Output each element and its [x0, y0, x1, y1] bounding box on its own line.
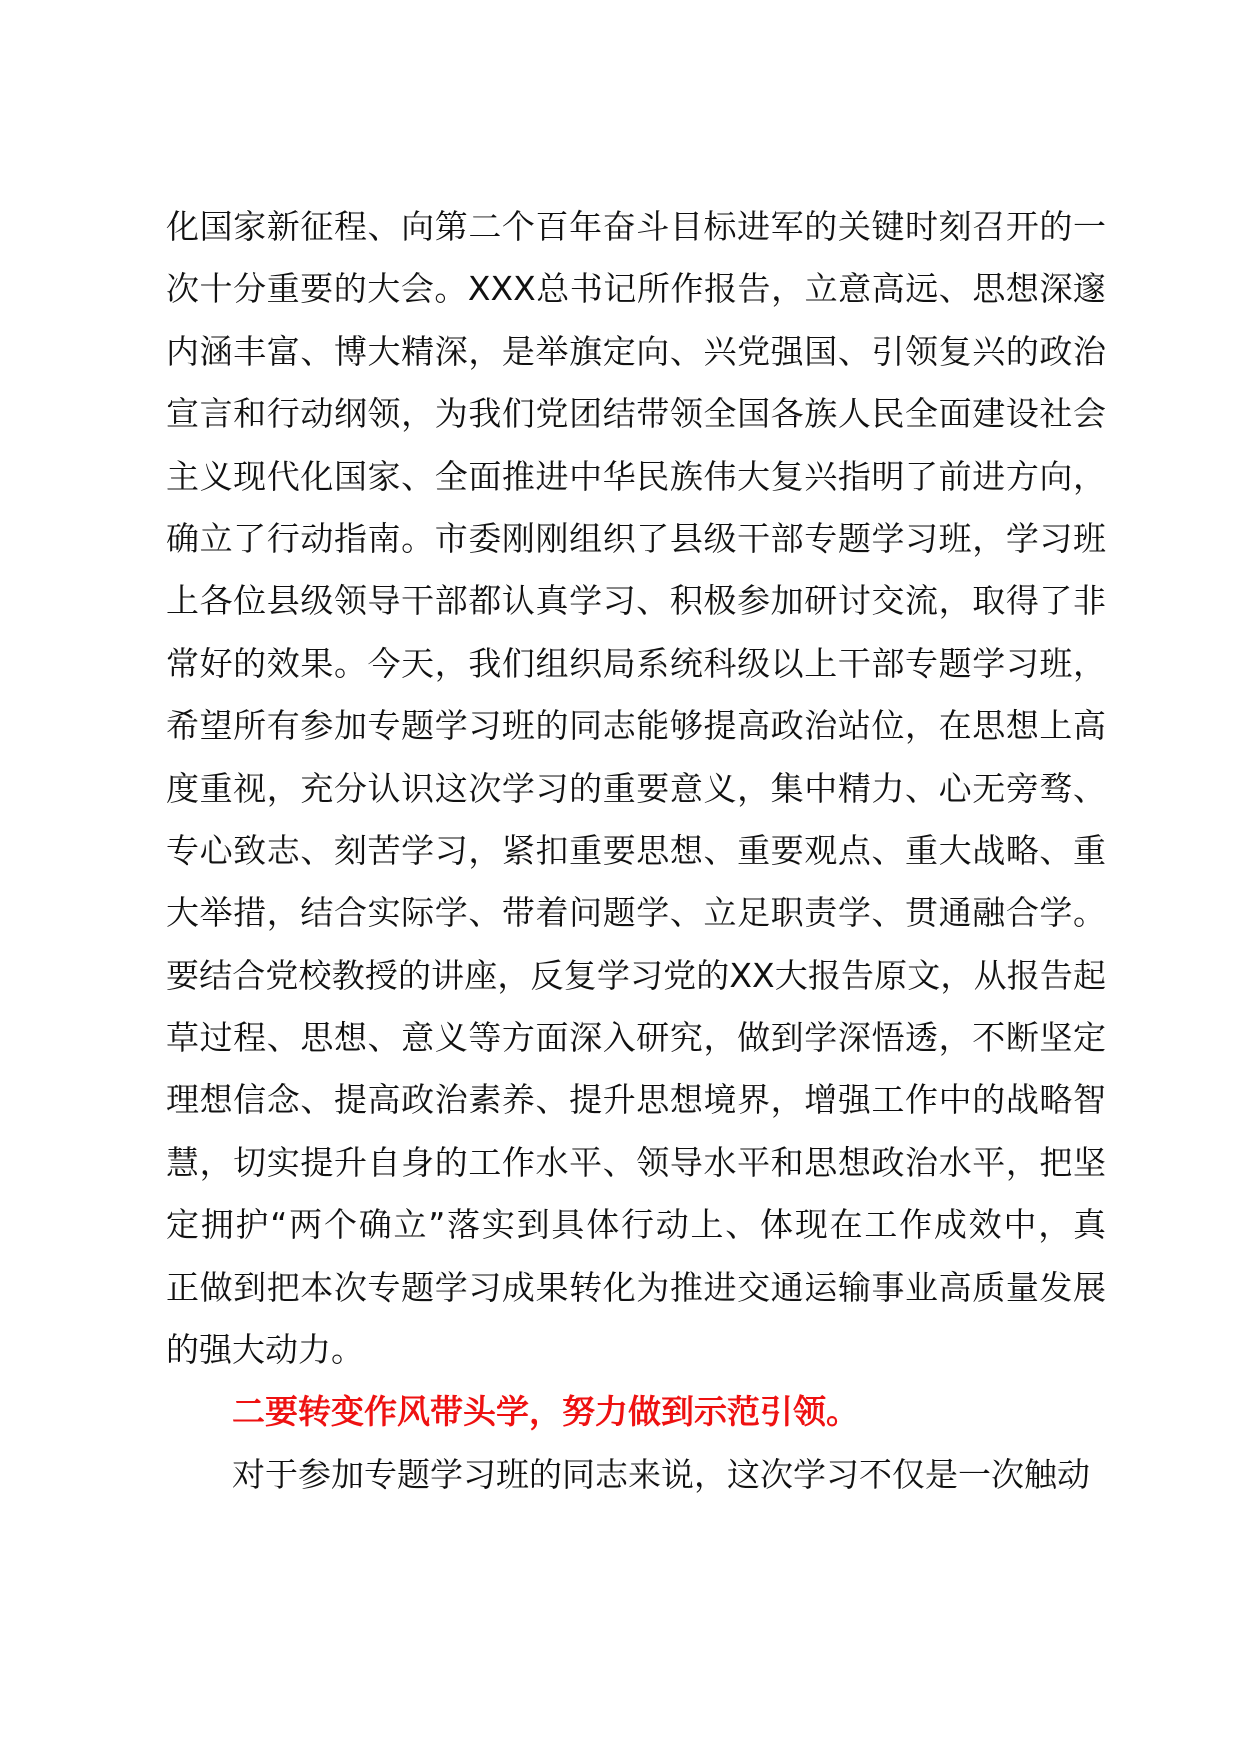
paragraph-line: 定拥护“两个确立”落实到具体行动上、体现在工作成效中，真 [166, 1205, 1106, 1245]
paragraph-line: 度重视，充分认识这次学习的重要意义，集中精力、心无旁骛、 [166, 768, 1106, 808]
paragraph-line: 主义现代化国家、全面推进中华民族伟大复兴指明了前进方向， [166, 456, 1106, 496]
paragraph-line: 专心致志、刻苦学习，紧扣重要思想、重要观点、重大战略、重 [166, 830, 1106, 870]
paragraph-line: 确立了行动指南。市委刚刚组织了县级干部专题学习班，学习班 [166, 518, 1106, 558]
document-body [166, 196, 1106, 1506]
paragraph-line: 次十分重要的大会。XXX总书记所作报告，立意高远、思想深邃 [166, 269, 1106, 309]
paragraph-line: 理想信念、提高政治素养、提升思想境界，增强工作中的战略智 [166, 1080, 1106, 1120]
paragraph-line: 上各位县级领导干部都认真学习、积极参加研讨交流，取得了非 [166, 581, 1106, 621]
paragraph-line: 草过程、思想、意义等方面深入研究，做到学深悟透，不断坚定 [166, 1018, 1106, 1058]
paragraph-line: 内涵丰富、博大精深，是举旗定向、兴党强国、引领复兴的政治 [166, 331, 1106, 371]
paragraph-line: 化国家新征程、向第二个百年奋斗目标进军的关键时刻召开的一 [166, 207, 1106, 246]
paragraph-line: 希望所有参加专题学习班的同志能够提高政治站位，在思想上高 [166, 706, 1106, 746]
paragraph-line: 宣言和行动纲领，为我们党团结带领全国各族人民全面建设社会 [166, 394, 1106, 434]
paragraph-first-line: 对于参加专题学习班的同志来说，这次学习不仅是一次触动 [232, 1454, 1090, 1494]
paragraph-line: 常好的效果。今天，我们组织局系统科级以上干部专题学习班， [166, 643, 1106, 683]
paragraph-line: 慧，切实提升自身的工作水平、领导水平和思想政治水平，把坚 [166, 1142, 1106, 1182]
section-heading: 二要转变作风带头学，努力做到示范引领。 [232, 1392, 859, 1432]
paragraph-line: 大举措，结合实际学、带着问题学、立足职责学、贯通融合学。 [166, 893, 1106, 933]
paragraph-last-line: 的强大动力。 [166, 1330, 364, 1370]
paragraph-line: 要结合党校教授的讲座，反复学习党的XX大报告原文，从报告起 [166, 955, 1106, 995]
paragraph-line: 正做到把本次专题学习成果转化为推进交通运输事业高质量发展 [166, 1267, 1106, 1307]
